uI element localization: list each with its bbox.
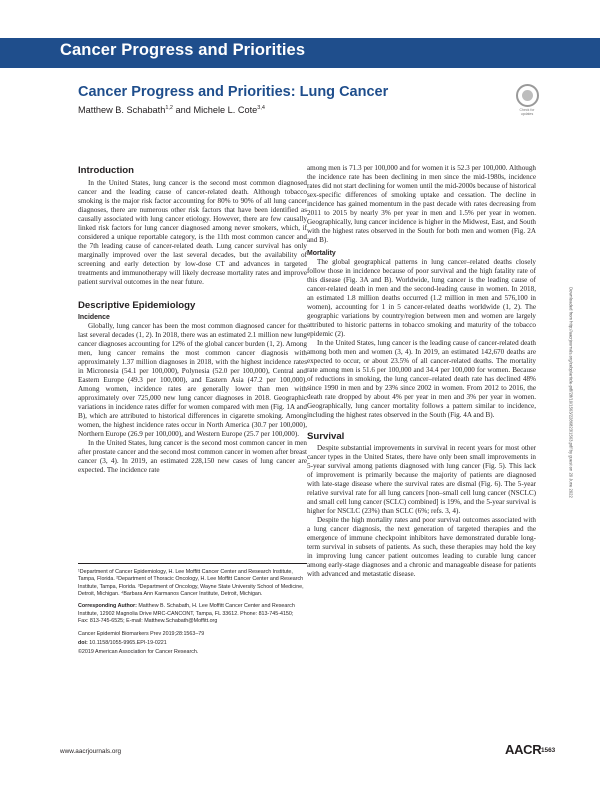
page-number: 1563 xyxy=(541,747,556,754)
author-1-affiliation: 1,2 xyxy=(165,105,173,111)
citation: Cancer Epidemiol Biomarkers Prev 2019;28:1563–79 xyxy=(78,630,205,637)
mortality-heading: Mortality xyxy=(307,250,336,257)
footnote-divider xyxy=(78,563,307,564)
journal-url[interactable]: www.aacrjournals.org xyxy=(60,748,122,755)
incidence-paragraph-2: In the United States, lung cancer is the second most common cancer in men after prostate cancer and the second most common cancer in women after breast cancer (3, 4). In 2019, an estimated 228,150 new cases of lung cancer are expected. The incidence rate xyxy=(78,439,307,474)
incidence-paragraph-continued: among men is 71.3 per 100,000 and for women it is 52.3 per 100,000. Although the incidence rate has been declining in men since the mid-1980s, incidence rates did not start declining for women until the mid-2000s because of historical sex-specific differences of smoking uptake and cessation. The decline in incidence has gained momentum in the past decade with rates decreasing from 2011 to 2015 by nearly 3% per year in men and 1.5% per year in women. Geographically, lung cancer incidence is higher in the Midwest, East, and South with the highest rates observed in the South for both men and women (Fig. 2A and B). xyxy=(307,164,536,244)
aacr-logo: AACR xyxy=(505,742,542,757)
banner-title: Cancer Progress and Priorities xyxy=(60,41,306,59)
incidence-paragraph-1: Globally, lung cancer has been the most common diagnosed cancer for the last several decades (1, 2). In 2018, there was an estimated 2.1 million new lung cancer diagnoses accounting for 12% of the global cancer burden (1, 2). Among men, lung cancer remains the most common cancer diagnosis with approximately 1.37 million diagnoses in 2018, with the highest incidence rates in Micronesia (54.1 per 100,000), Polynesia (52.0 per 100,000), Central and Eastern Europe (49.3 per 100,000), and Eastern Asia (47.2 per 100,000). Among women, incidence rates are generally lower than men with approximately over 725,000 new lung cancer diagnoses in 2018. Geographic variations in incidence rates differ for women compared with men (Fig. 1A and B), which are attributed to historical differences in cigarette smoking. Among women, the highest incidence rates occur in North America (30.7 per 100,000), Northern Europe (26.9 per 100,000), and Western Europe (25.7 per 100,000). xyxy=(78,322,307,438)
author-2-affiliation: 3,4 xyxy=(257,105,265,111)
crossmark-icon xyxy=(516,84,539,107)
survival-heading: Survival xyxy=(307,431,345,442)
crossmark-label: Check for updates xyxy=(519,108,535,116)
descriptive-epidemiology-heading: Descriptive Epidemiology xyxy=(78,300,196,311)
survival-paragraph-1: Despite substantial improvements in survival in recent years for most other cancer types in the United States, there have only been small improvements in 5-year survival among patients diagnosed with lung cancer (Fig. 5). This lack of improvement is primarily because the majority of patients are diagnosed with late-stage disease where the survival rates are dismal (Fig. 6). The 5-year relative survival rate for all lung cancers [non–small cell lung cancer (NSCLC) and small cell lung cancer (SCLC) combined] is 19%, and the 5-year survival is higher for NSCLC (23%) than SCLC (6%; refs. 3, 4). xyxy=(307,444,536,515)
mortality-paragraph-2: In the United States, lung cancer is the leading cause of cancer-related death among both men and women (3, 4). In 2019, an estimated 142,670 deaths are expected to occur, or about 23.5% of all cancer-related deaths. The mortality rate among men is 51.6 per 100,000 and 34.4 per 100,000 for women. Because of reductions in smoking, the lung cancer–related death rate has declined 48% since 1990 in men and by 23% since 2002 in women. From 2012 to 2016, the death rate dropped by about 4% per year in men and 3% per year in women. Geographically, lung cancer mortality follows a pattern similar to incidence, including the highest rates observed in the South (Fig. 4A and B). xyxy=(307,339,536,419)
author-1: Matthew B. Schabath xyxy=(78,105,166,116)
download-notice: Downloaded from http://aacrjournals.org/cebp/article-pdf/28/10/1563/2286823/1563.pdf by guest on 20 June 2022 xyxy=(568,287,574,498)
corresponding-author: Corresponding Author: Matthew B. Schabath, H. Lee Moffitt Cancer Center and Research Institute, 12902 Magnolia Drive MRC-CANCONT, Tampa, FL 33612. Phone: 813-745-4150; Fax: 813-745-6525; E-mail: Matthew.Schabath@Moffitt.org xyxy=(78,603,295,625)
survival-paragraph-2: Despite the high mortality rates and poor survival outcomes associated with a lung cancer diagnosis, the next generation of targeted therapies and the emergence of immune checkpoint inhibitors have demonstrated durable long-term survival in subsets of patients. As such, these therapies may hold the key in improving lung cancer patient outcomes leading to curable lung cancer among early-stage diagnoses and a chronic and manageable disease for patients with advanced and metastatic disease. xyxy=(307,516,536,578)
author-2: Michele L. Cote xyxy=(193,105,258,116)
copyright: ©2019 American Association for Cancer Research. xyxy=(78,649,199,656)
check-for-updates-badge[interactable] xyxy=(512,84,542,118)
author-line xyxy=(78,105,265,115)
footnotes xyxy=(78,569,304,662)
intro-paragraph: In the United States, lung cancer is the second most common diagnosed cancer and the leading cause of cancer-related death. Although tobacco smoking is the major risk factor accounting for 80% to 90% of all lung cancer diagnoses, there are numerous other risk factors that have been identified as causally associated with lung cancer etiology. However, there are few causally linked risk factors for lung cancer diagnosed among never smokers, which, if considered a unique reportable category, is the 11th most common cancer and the 7th leading cause of cancer-related death. Lung cancer survival has only marginally improved over the last several decades, but the availability of screening and early detection by low-dose CT and advances in targeted treatments and immunotherapy will likely decrease mortality rates and improve patient survival outcomes in the near future. xyxy=(78,179,307,286)
right-column xyxy=(307,164,536,579)
mortality-paragraph-1: The global geographical patterns in lung cancer–related deaths closely follow those in incidence because of poor survival and the high fatality rate of this disease (Fig. 3A and B). Worldwide, lung cancer is the leading cause of cancer-related death in men and the second-leading cause in women. In 2018, an estimated 1.8 million deaths occurred (1.2 million in men and 576,100 in women), accounting for 1 in 5 cancer-related deaths worldwide (1, 2). The geographic variations by country/region between men and women are largely attributed to historic patterns in tobacco smoking and maturity of the tobacco epidemic (2). xyxy=(307,258,536,338)
incidence-heading: Incidence xyxy=(78,314,110,321)
article-title: Cancer Progress and Priorities: Lung Cancer xyxy=(78,84,389,100)
affiliations: ¹Department of Cancer Epidemiology, H. Lee Moffitt Cancer Center and Research Institute, Tampa, Florida. ²Department of Thoracic Oncology, H. Lee Moffitt Cancer Center and Research Institute, Tampa, Florida. ³Department of Oncology, Wayne State University School of Medicine, Detroit, Michigan. ⁴Barbara Ann Karmanos Cancer Institute, Detroit, Michigan. xyxy=(78,569,304,597)
author-conjunction: and xyxy=(173,105,194,116)
doi[interactable]: doi: 10.1158/1055-9965.EPI-19-0221 xyxy=(78,639,167,646)
introduction-heading: Introduction xyxy=(78,165,134,176)
left-column xyxy=(78,164,307,475)
journal-section-banner xyxy=(0,38,600,68)
